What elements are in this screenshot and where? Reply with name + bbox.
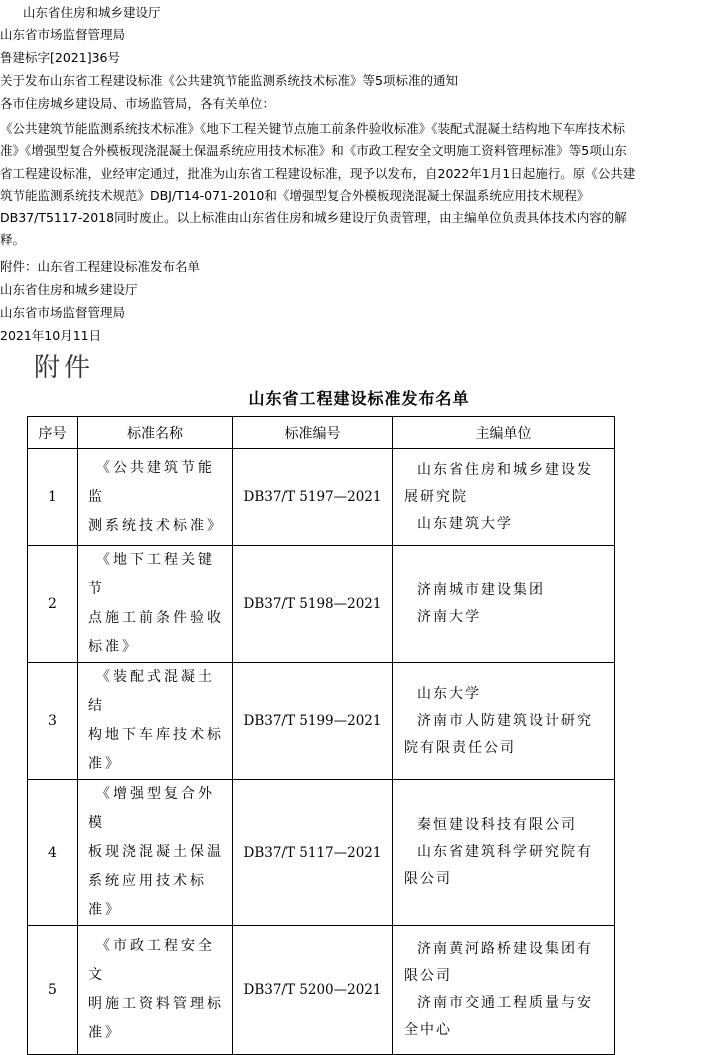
row-number: 5 [28, 926, 78, 1055]
standard-name [78, 926, 233, 1055]
editor-unit-line: 山东大学 [417, 685, 481, 702]
standard-code: DB37/T 5200—2021 [233, 926, 393, 1055]
standard-code: DB37/T 5117—2021 [233, 780, 393, 926]
editor-unit-line: 济南黄河路桥建设集团有 [417, 941, 593, 957]
chief-editor-units [393, 449, 615, 546]
row-number: 4 [28, 780, 78, 926]
row-number: 3 [28, 663, 78, 780]
annex-title: 山东省工程建设标准发布名单 [248, 389, 470, 408]
standard-name-line: 明施工资料管理标 [88, 996, 224, 1012]
table-row [28, 926, 615, 1055]
editor-unit-line: 济南市交通工程质量与安 [417, 995, 593, 1011]
table-row [28, 780, 615, 926]
issuer-line: 山东省市场监督管理局 [0, 27, 126, 42]
editor-unit-line: 山东省建筑科学研究院有 [417, 844, 593, 860]
row-number: 1 [28, 449, 78, 546]
standard-code: DB37/T 5199—2021 [233, 663, 393, 780]
table-header-row [28, 417, 615, 449]
addressee: 各市住房城乡建设局、市场监管局，各有关单位： [0, 96, 276, 111]
editor-unit-line: 济南大学 [417, 609, 481, 625]
standard-name-line: 《装配式混凝土结 [88, 669, 215, 714]
notice-subject: 关于发布山东省工程建设标准《公共建筑节能监测系统技术标准》等5项标准的通知 [0, 73, 458, 88]
body-line: DB37/T5117-2018同时废止。以上标准由山东省住房和城乡建设厅负责管理，由主编单位负责具体技术内容的解 [0, 210, 627, 226]
table-row [28, 546, 615, 663]
body-line: 释。 [0, 232, 26, 248]
chief-editor-units [393, 926, 615, 1055]
standard-name [78, 780, 233, 926]
chief-editor-units [393, 663, 615, 780]
column-header: 序号 [28, 417, 78, 449]
notice-date: 2021年10月11日 [0, 328, 102, 343]
document-number: 鲁建标字[2021]36号 [0, 50, 120, 65]
editor-unit-line: 济南城市建设集团 [417, 582, 545, 598]
standard-code: DB37/T 5197—2021 [233, 449, 393, 546]
chief-editor-units [393, 546, 615, 663]
editor-unit-line: 展研究院 [404, 488, 468, 505]
standard-name [78, 663, 233, 780]
editor-unit-line: 山东省住房和城乡建设发 [417, 461, 593, 478]
editor-unit-line: 秦恒建设科技有限公司 [417, 817, 577, 833]
row-number: 2 [28, 546, 78, 663]
standard-name-line: 准》 [88, 756, 122, 772]
standard-name-line: 标准》 [88, 639, 139, 655]
standard-name-line: 构地下车库技术标 [88, 727, 224, 743]
standard-name [78, 546, 233, 663]
annex-label: 附件 [34, 353, 95, 383]
standard-name-line: 《市政工程安全文 [88, 938, 215, 983]
standard-name-line: 《地下工程关键节 [88, 552, 215, 597]
signer-line: 山东省住房和城乡建设厅 [0, 282, 138, 297]
standard-name-line: 点施工前条件验收 [88, 610, 224, 626]
signer-line: 山东省市场监督管理局 [0, 305, 126, 320]
column-header: 标准名称 [78, 417, 233, 449]
standard-name-line: 板现浇混凝土保温 [88, 844, 224, 860]
body-line: 筑节能监测系统技术规范》DBJ/T14-071-2010和《增强型复合外模板现浇混凝土保温系统应用技术规程》 [0, 187, 590, 203]
editor-unit-line: 限公司 [404, 871, 452, 887]
editor-unit-line: 院有限责任公司 [404, 739, 516, 756]
editor-unit-line: 山东建筑大学 [417, 515, 513, 532]
body-line: 准》《增强型复合外模板现浇混凝土保温系统应用技术标准》和《市政工程安全文明施工资料管理标准》等5项山东 [0, 143, 627, 159]
standard-name-line: 准》 [88, 1025, 122, 1041]
chief-editor-units [393, 780, 615, 926]
standard-name-line: 《公共建筑节能监 [88, 459, 215, 505]
table-row [28, 663, 615, 780]
table-row [28, 449, 615, 546]
editor-unit-line: 全中心 [404, 1022, 452, 1038]
attachment-line: 附件：山东省工程建设标准发布名单 [0, 259, 201, 274]
editor-unit-line: 济南市人防建筑设计研究 [417, 712, 593, 729]
issuer-line: 山东省住房和城乡建设厅 [23, 5, 161, 20]
standard-name [78, 449, 233, 546]
editor-unit-line: 限公司 [404, 968, 452, 984]
notice-body [0, 118, 716, 252]
body-line: 省工程建设标准，业经审定通过，批准为山东省工程建设标准，现予以发布，自2022年1月1日起施行。原《公共建 [0, 165, 636, 181]
standard-name-line: 系统应用技术标准》 [88, 873, 207, 918]
standard-name-line: 《增强型复合外模 [88, 786, 215, 831]
standards-table [27, 416, 615, 1055]
standard-code: DB37/T 5198—2021 [233, 546, 393, 663]
standard-name-line: 测系统技术标准》 [88, 517, 224, 534]
column-header: 主编单位 [393, 417, 615, 449]
column-header: 标准编号 [233, 417, 393, 449]
body-line: 《公共建筑节能监测系统技术标准》《地下工程关键节点施工前条件验收标准》《装配式混凝土结构地下车库技术标 [0, 121, 626, 136]
